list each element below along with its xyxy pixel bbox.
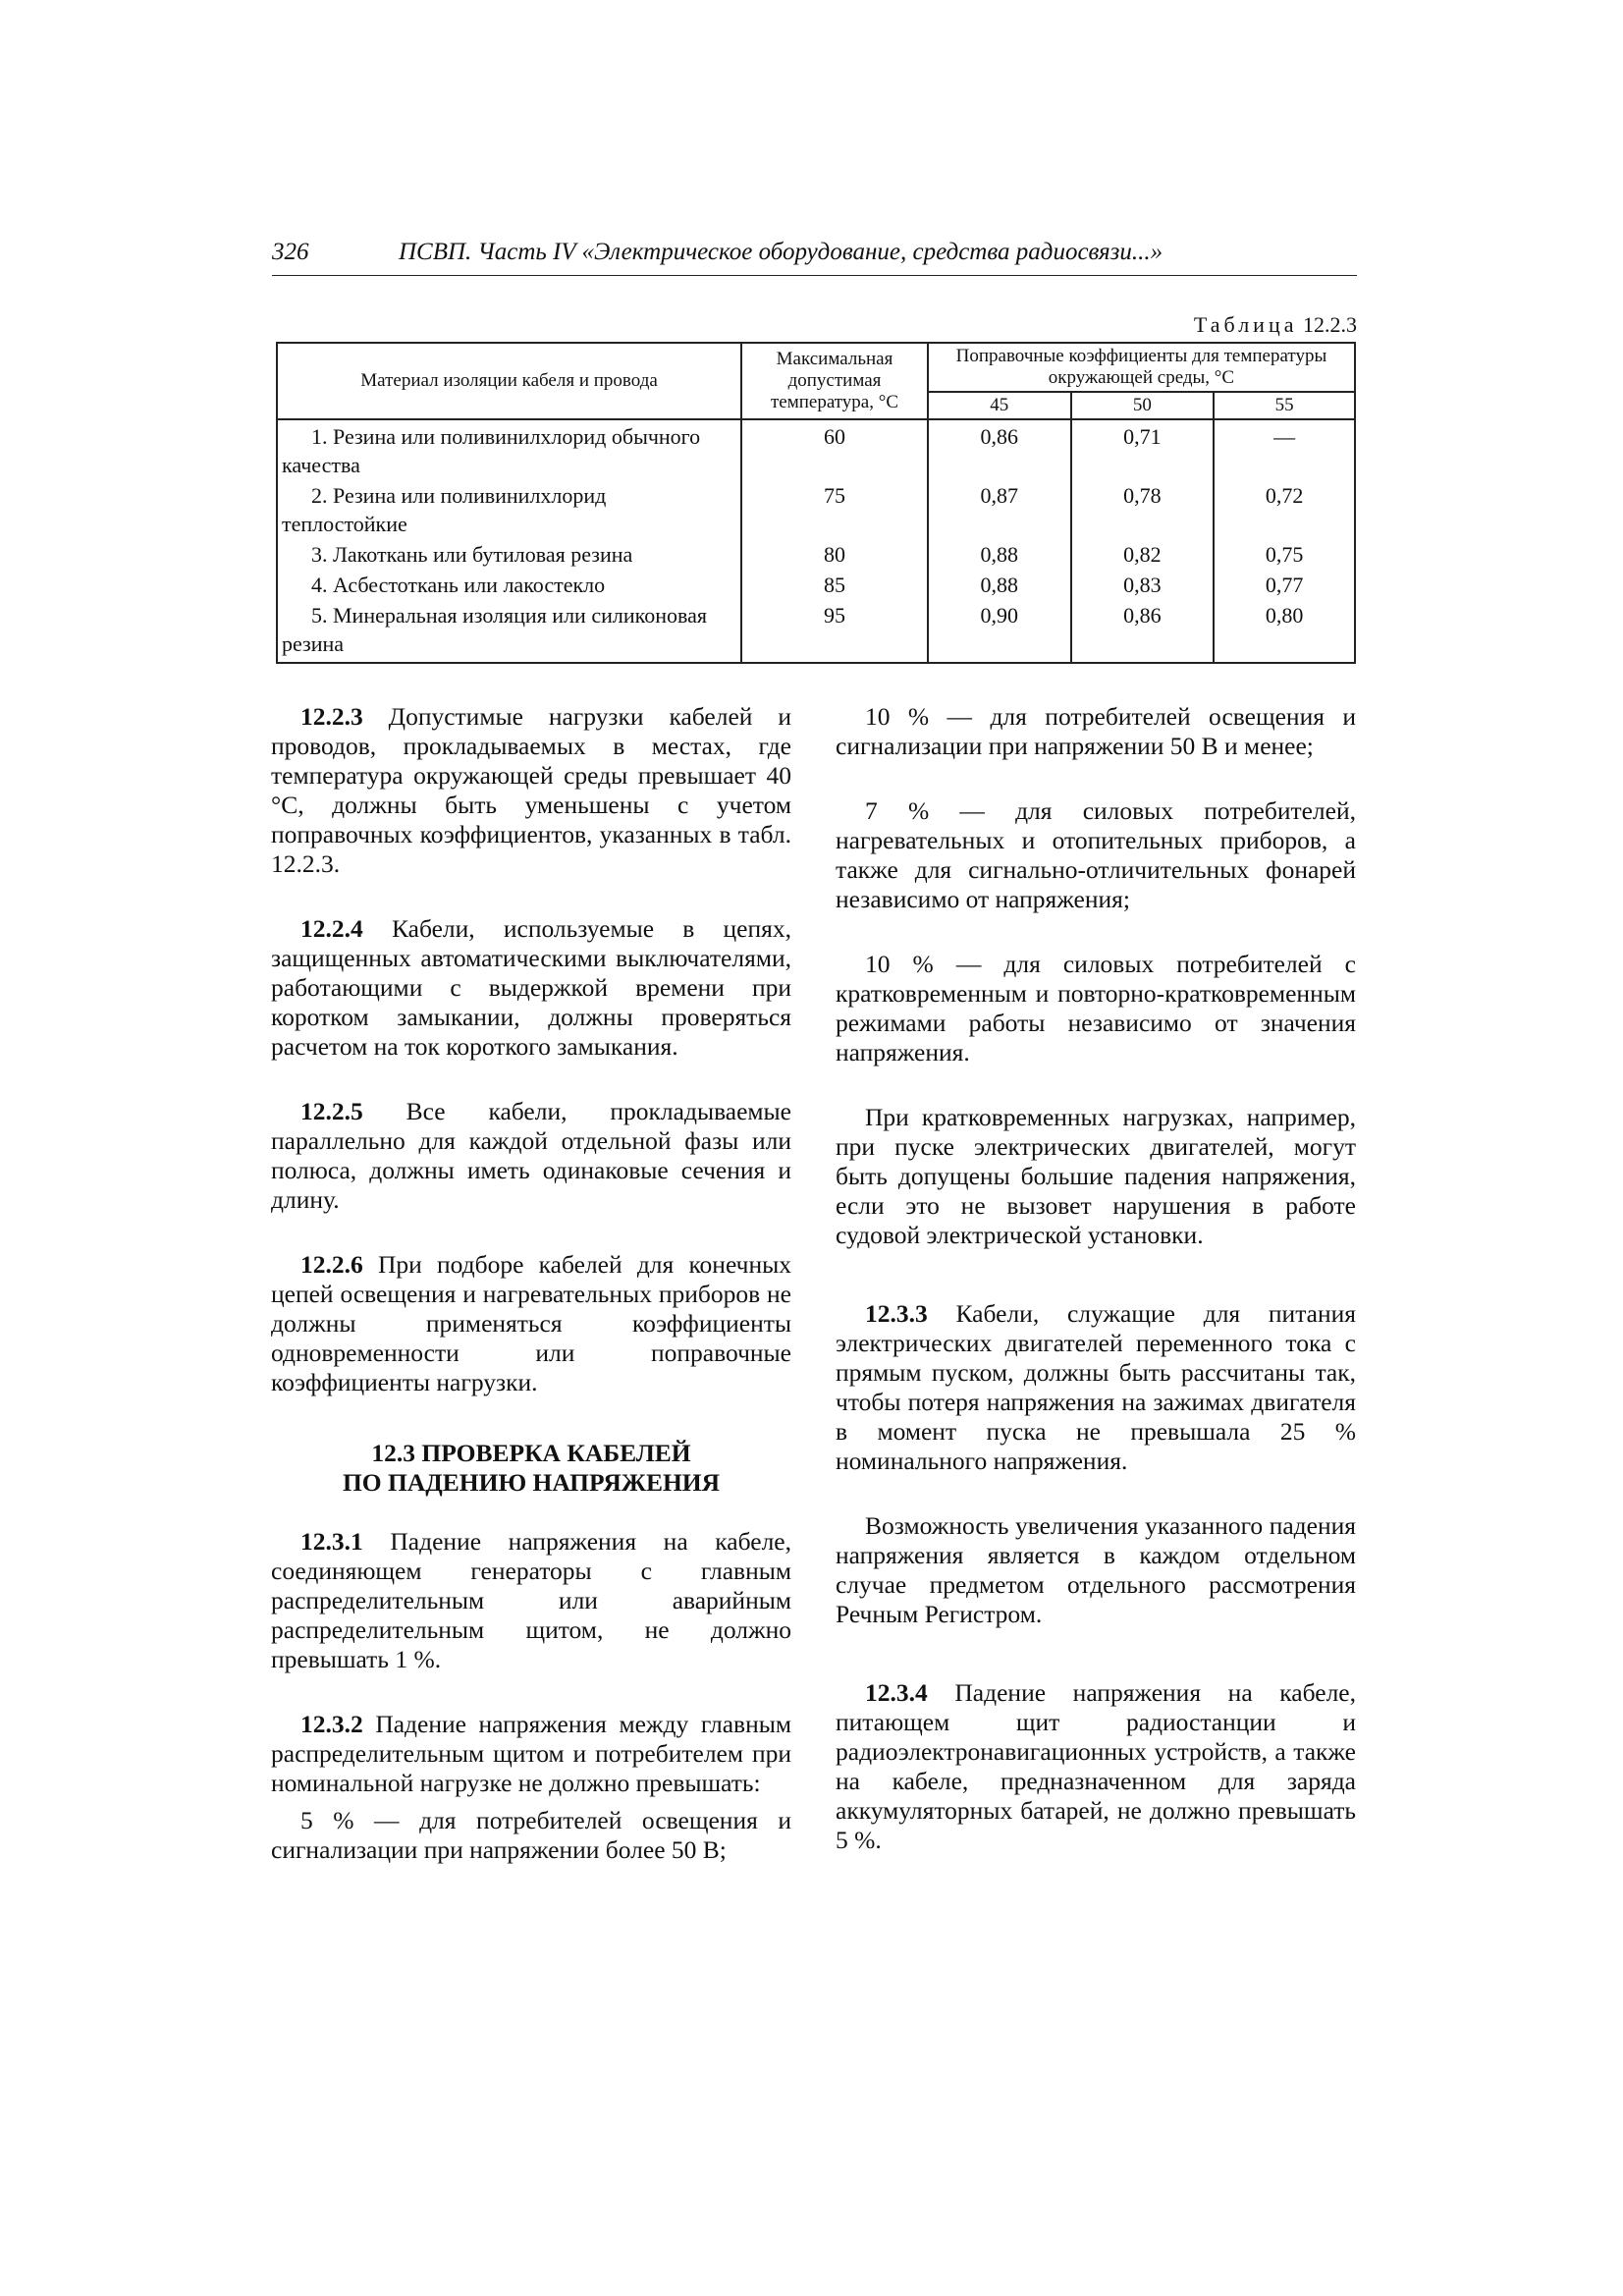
cell-material: 2. Резина или поливинилхлорид теплостойкие: [277, 479, 741, 538]
paragraph-12-3-4: [836, 1678, 1356, 1855]
paragraph-12-3-3: [836, 1299, 1356, 1476]
cell-c45: 0,88: [928, 569, 1071, 599]
table-caption: [1194, 312, 1357, 338]
clause-number: 12.3.1: [300, 1527, 363, 1556]
clause-number: 12.3.4: [865, 1678, 928, 1707]
cell-c50: 0,83: [1071, 569, 1215, 599]
cell-c55: 0,77: [1214, 569, 1355, 599]
table-row: [277, 569, 1355, 599]
paragraph-register-review: Возможность увеличения указанного падения напряжения является в каждом отдельном случае предметом отдельного рассмотрения Речным Регистром.: [836, 1511, 1356, 1628]
running-title: ПСВП. Часть IV «Электрическое оборудование, средства радиосвязи...»: [399, 239, 1163, 265]
paragraph-5-percent: 5 % — для потребителей освещения и сигнализации при напряжении более 50 В;: [271, 1806, 791, 1864]
correction-coefficients-table: [276, 342, 1356, 664]
cell-c45: 0,86: [928, 419, 1071, 479]
cell-c45: 0,90: [928, 599, 1071, 663]
clause-number: 12.3.3: [865, 1299, 928, 1328]
paragraph-text: Кабели, служащие для питания электрических двигателей переменного тока с прямым пуском, должны быть рассчитаны так, чтобы потеря напряжения на зажимах двигателя в момент пуска не превышала 25 % номинального напряжения.: [836, 1299, 1356, 1475]
clause-number: 12.2.4: [300, 914, 363, 943]
paragraph-12-2-4: [271, 914, 791, 1062]
paragraph-12-3-1: [271, 1527, 791, 1674]
cell-temp: 95: [741, 599, 928, 663]
header-material: Материал изоляции кабеля и провода: [277, 343, 741, 419]
paragraph-10-percent: 10 % — для потребителей освещения и сигнализации при напряжении 50 В и менее;: [836, 702, 1356, 760]
cell-c55: 0,80: [1214, 599, 1355, 663]
page-number: 326: [272, 239, 309, 265]
cell-c55: —: [1214, 419, 1355, 479]
cell-temp: 80: [741, 538, 928, 569]
clause-number: 12.2.3: [300, 702, 363, 731]
cell-material: 3. Лакоткань или бутиловая резина: [277, 538, 741, 569]
paragraph-text: Допустимые нагрузки кабелей и проводов, прокладываемых в местах, где температура окружающей среды превышает 40 °С, должны быть уменьшены с учетом поправочных коэффициентов, указанных в табл. 12.2.3.: [271, 702, 791, 878]
paragraph-12-2-6: [271, 1250, 791, 1397]
cell-c50: 0,86: [1071, 599, 1215, 663]
header-coefficients: Поправочные коэффициенты для температуры окружающей среды, °С: [928, 343, 1355, 392]
cell-c50: 0,78: [1071, 479, 1215, 538]
clause-number: 12.3.2: [300, 1710, 363, 1738]
clause-number: 12.2.6: [300, 1250, 363, 1279]
cell-material: 5. Минеральная изоляция или силиконовая резина: [277, 599, 741, 663]
cell-temp: 75: [741, 479, 928, 538]
header-t45: 45: [928, 392, 1071, 419]
header-max-temp: Максимальная допустимая температура, °С: [741, 343, 928, 419]
right-column: [836, 702, 1356, 1890]
cell-temp: 60: [741, 419, 928, 479]
table-caption-word: Таблица: [1193, 312, 1298, 337]
paragraph-text: Падение напряжения на кабеле, соединяющем генераторы с главным распределительным или аварийным распределительным щитом, не должно превышать 1 %.: [271, 1527, 791, 1673]
cell-c55: 0,72: [1214, 479, 1355, 538]
table-row: [277, 538, 1355, 569]
cell-material: 4. Асбестоткань или лакостекло: [277, 569, 741, 599]
paragraph-text: Все кабели, прокладываемые параллельно для каждой отдельной фазы или полюса, должны иметь одинаковые сечения и длину.: [271, 1097, 791, 1214]
cell-c55: 0,75: [1214, 538, 1355, 569]
section-heading: [271, 1439, 791, 1498]
section-heading-line: 12.3 ПРОВЕРКА КАБЕЛЕЙ: [371, 1439, 691, 1467]
page-header: [272, 236, 1357, 276]
clause-number: 12.2.5: [300, 1097, 363, 1125]
cell-temp: 85: [741, 569, 928, 599]
table-row: [277, 479, 1355, 538]
cell-material: 1. Резина или поливинилхлорид обычного качества: [277, 419, 741, 479]
cell-c45: 0,87: [928, 479, 1071, 538]
paragraph-7-percent: 7 % — для силовых потребителей, нагревательных и отопительных приборов, а также для сигнально-отличительных фонарей независимо от напряжения;: [836, 796, 1356, 913]
paragraph-short-loads: При кратковременных нагрузках, например, при пуске электрических двигателей, могут быть допущены большие падения напряжения, если это не вызовет нарушения в работе судовой электрической установки.: [836, 1103, 1356, 1249]
paragraph-12-3-2: [271, 1710, 791, 1798]
paragraph-10-percent-power: 10 % — для силовых потребителей с кратковременным и повторно-кратковременным режимами работы независимо от значения напряжения.: [836, 950, 1356, 1066]
paragraph-text: При подборе кабелей для конечных цепей освещения и нагревательных приборов не должны применяться коэффициенты одновременности или поправочные коэффициенты нагрузки.: [271, 1250, 791, 1396]
paragraph-text: Кабели, используемые в цепях, защищенных автоматическими выключателями, работающими с выдержкой времени при коротком замыкании, должны проверяться расчетом на ток короткого замыкания.: [271, 914, 791, 1061]
cell-c45: 0,88: [928, 538, 1071, 569]
table-caption-number: 12.2.3: [1303, 312, 1357, 337]
cell-c50: 0,82: [1071, 538, 1215, 569]
paragraph-12-2-3: [271, 702, 791, 879]
cell-c50: 0,71: [1071, 419, 1215, 479]
section-heading-line: ПО ПАДЕНИЮ НАПРЯЖЕНИЯ: [342, 1468, 721, 1497]
header-t50: 50: [1071, 392, 1215, 419]
left-column: [271, 702, 791, 1900]
paragraph-text: Падение напряжения на кабеле, питающем щит радиостанции и радиоэлектронавигационных устройств, а также на кабеле, предназначенном для заряда аккумуляторных батарей, не должно превышать 5 %.: [836, 1678, 1356, 1854]
paragraph-text: Падение напряжения между главным распределительным щитом и потребителем при номинальной нагрузке не должно превышать:: [271, 1710, 791, 1797]
paragraph-12-2-5: [271, 1097, 791, 1215]
table-row: [277, 599, 1355, 663]
header-t55: 55: [1214, 392, 1355, 419]
table-row: [277, 419, 1355, 479]
